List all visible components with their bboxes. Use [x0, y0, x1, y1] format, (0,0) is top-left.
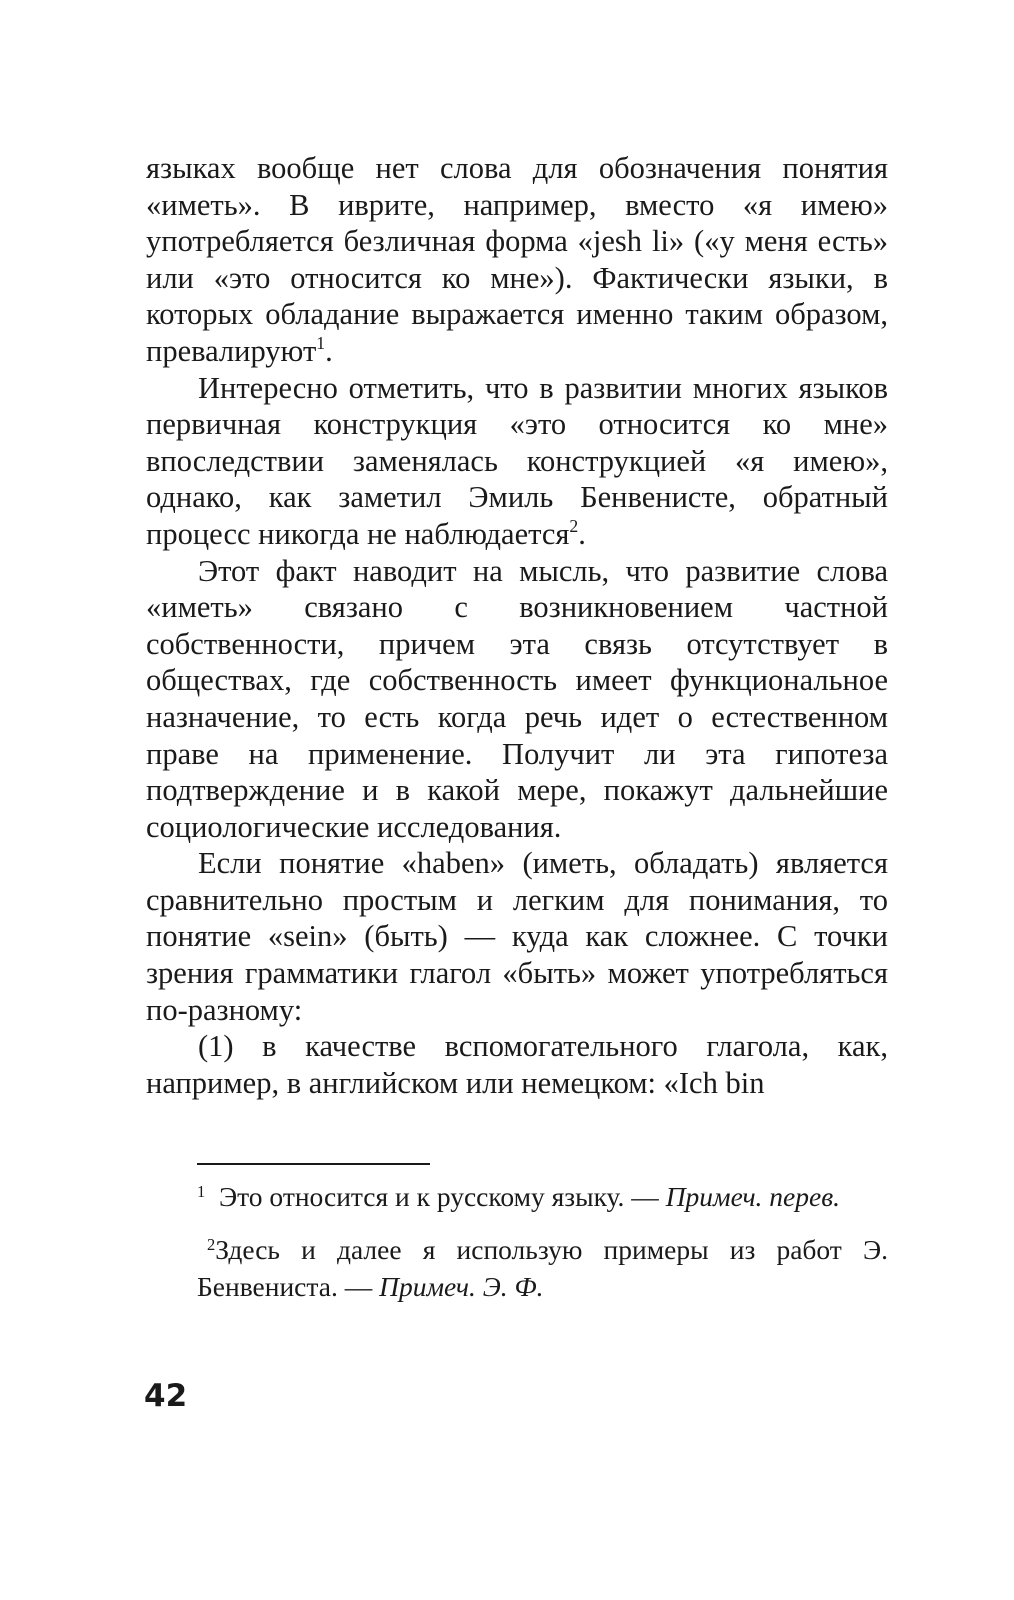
page-number: 42: [144, 1378, 188, 1414]
paragraph-text: (1) в качестве вспомогательного глагола, как, например, в английском или немецком: «Ich bin: [146, 1029, 888, 1100]
paragraph-tail: .: [325, 333, 333, 368]
footnote: [197, 1178, 888, 1215]
footnote-number: 1: [197, 1181, 206, 1201]
footnote-attribution: Примеч. перев.: [665, 1181, 841, 1212]
paragraph: [146, 370, 888, 553]
paragraph: [146, 553, 888, 846]
main-text: [146, 150, 888, 1101]
footnote-text: Здесь и далее я использую примеры из работ Э. Бенвениста. —: [197, 1234, 888, 1302]
footnote-reference: 1: [316, 332, 326, 353]
paragraph-text: Если понятие «haben» (иметь, обладать) является сравнительно простым и легким для понимания, то понятие «sein» (быть) — куда как сложнее. С точки зрения грамматики глагол «быть» может употребляться по-разному:: [146, 846, 888, 1027]
footnote-number: 2: [207, 1234, 216, 1254]
paragraph-text: языках вообще нет слова для обозначения понятия «иметь». В иврите, например, вместо «я имею» употребляется безличная форма «jesh li» («у меня есть» или «это относится ко мне»). Фактически языки, в которых обладание выражается именно таким образом, превалируют: [146, 151, 888, 368]
paragraph-text: Интересно отметить, что в развитии многих языков первичная конструкция «это относится ко мне» впоследствии заменялась конструкцией «я имею», однако, как заметил Эмиль Бенвенисте, обратный процесс никогда не наблюдается: [146, 370, 888, 551]
paragraph: [146, 845, 888, 1028]
footnote-reference: 2: [569, 515, 579, 536]
paragraph-tail: .: [578, 516, 586, 551]
paragraph-text: Этот факт наводит на мысль, что развитие слова «иметь» связано с возникновением частной собственности, причем эта связь отсутствует в обществах, где собственность имеет функциональное назначение, то есть когда речь идет о естественном праве на применение. Получит ли эта гипотеза подтверждение и в какой мере, покажут дальнейшие социологические исследования.: [146, 553, 888, 844]
paragraph: [146, 150, 888, 370]
footnotes: [197, 1178, 888, 1305]
footnote-divider: [197, 1163, 430, 1165]
footnote: [197, 1231, 888, 1305]
paragraph: [146, 1028, 888, 1101]
footnote-attribution: Примеч. Э. Ф.: [379, 1271, 544, 1302]
footnote-text: Это относится и к русскому языку. —: [219, 1181, 666, 1212]
